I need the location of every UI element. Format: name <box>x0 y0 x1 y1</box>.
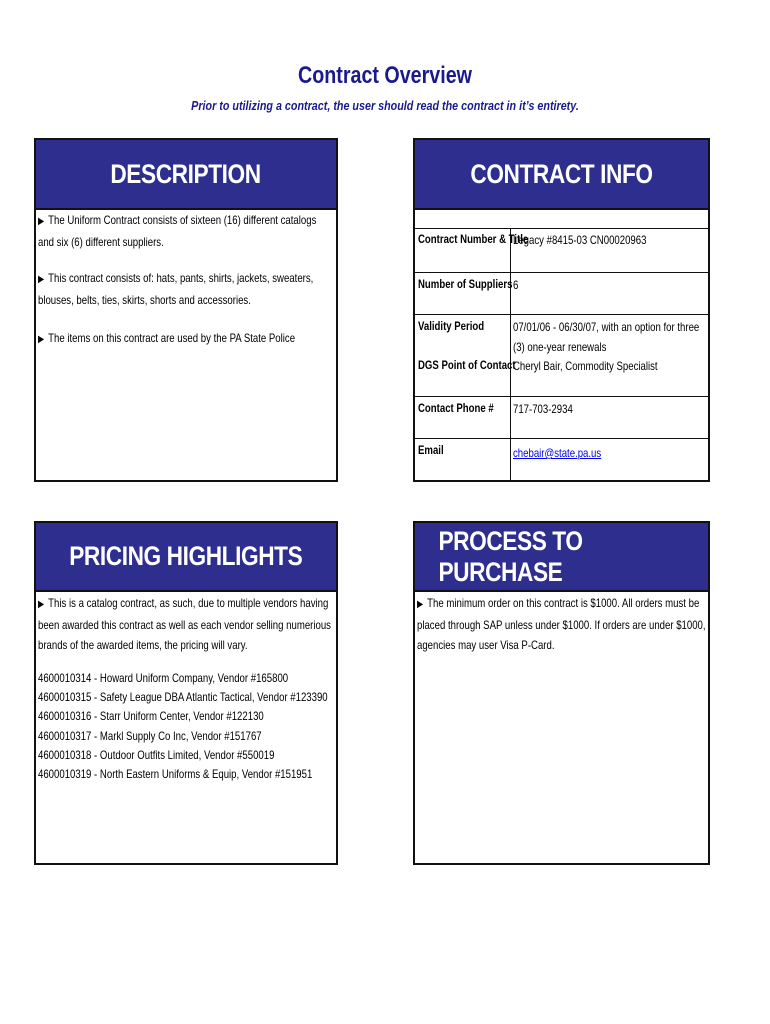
table-row <box>415 438 708 482</box>
pricing-bullet: ▶ This is a catalog contract, as such, due to multiple vendors having been awarded this contract as well as each vendor selling numerious brands of the awarded items, the pricing will vary. <box>38 596 331 652</box>
page-subtitle: Prior to utilizing a contract, the user should read the contract in it’s entirety. <box>191 99 579 113</box>
pricing-heading: PRICING HIGHLIGHTS <box>69 541 303 571</box>
contract-info-heading: CONTRACT INFO <box>470 158 653 189</box>
description-heading: DESCRIPTION <box>110 158 262 189</box>
list-item: 4600010314 - Howard Uniform Company, Vendor #165800 <box>38 671 289 685</box>
row-label: Contract Number & Title <box>418 232 529 246</box>
bullet-triangle-icon: ▶ <box>38 599 45 610</box>
table-row <box>415 314 708 354</box>
process-heading: PROCESS TO PURCHASE <box>438 525 583 587</box>
page-title: Contract Overview <box>298 62 472 89</box>
bullet-triangle-icon: ▶ <box>38 216 45 227</box>
list-item: 4600010316 - Starr Uniform Center, Vendor #122130 <box>38 709 264 724</box>
contract-info-header <box>415 140 708 210</box>
row-label: Email <box>418 443 444 457</box>
table-row <box>415 396 708 438</box>
email-link[interactable]: chebair@state.pa.us <box>513 446 602 460</box>
row-label: Contact Phone # <box>418 401 494 415</box>
pricing-header <box>36 523 336 592</box>
description-bullet-3: ▶ The items on this contract are used by the PA State Police <box>38 331 296 345</box>
vendor-list <box>38 669 328 784</box>
row-value: 07/01/06 - 06/30/07, with an option for three (3) one-year renewals <box>513 320 700 354</box>
description-panel <box>34 138 338 482</box>
description-header <box>36 140 336 210</box>
bullet-triangle-icon: ▶ <box>417 599 424 610</box>
bullet-triangle-icon: ▶ <box>38 334 45 345</box>
process-header <box>415 523 708 592</box>
contract-info-panel <box>413 138 710 482</box>
pricing-panel <box>34 521 338 865</box>
row-value: Legacy #8415-03 CN00020963 <box>513 233 647 247</box>
row-value: 6 <box>513 278 519 292</box>
row-value: 717-703-2934 <box>513 402 573 416</box>
process-panel <box>413 521 710 865</box>
bullet-triangle-icon: ▶ <box>38 274 45 285</box>
description-bullet-1: ▶ The Uniform Contract consists of sixteen (16) different catalogs and six (6) different suppliers. <box>38 213 317 249</box>
row-value <box>513 443 713 463</box>
process-bullet: ▶ The minimum order on this contract is $1000. All orders must be placed through SAP unless under $1000. If orders are under $1000, agencies may user Visa P-Card. <box>417 596 706 652</box>
row-label: Validity Period <box>418 319 485 333</box>
table-row <box>415 228 708 272</box>
list-item: 4600010315 - Safety League DBA Atlantic Tactical, Vendor #123390 <box>38 690 328 705</box>
contract-info-table <box>415 210 708 480</box>
table-row <box>415 354 708 396</box>
table-row <box>415 272 708 314</box>
row-label: Number of Suppliers <box>418 277 513 291</box>
description-bullet-2: ▶ This contract consists of: hats, pants, shirts, jackets, sweaters, blouses, belts, ties, skirts, shorts and accessories. <box>38 271 314 307</box>
list-item: 4600010317 - Markl Supply Co Inc, Vendor #151767 <box>38 728 262 743</box>
list-item: 4600010318 - Outdoor Outfits Limited, Vendor #550019 <box>38 747 275 762</box>
row-value: Cheryl Bair, Commodity Specialist <box>513 359 658 373</box>
list-item: 4600010319 - North Eastern Uniforms & Equip, Vendor #151951 <box>38 767 313 782</box>
row-label: DGS Point of Contact <box>418 358 516 372</box>
